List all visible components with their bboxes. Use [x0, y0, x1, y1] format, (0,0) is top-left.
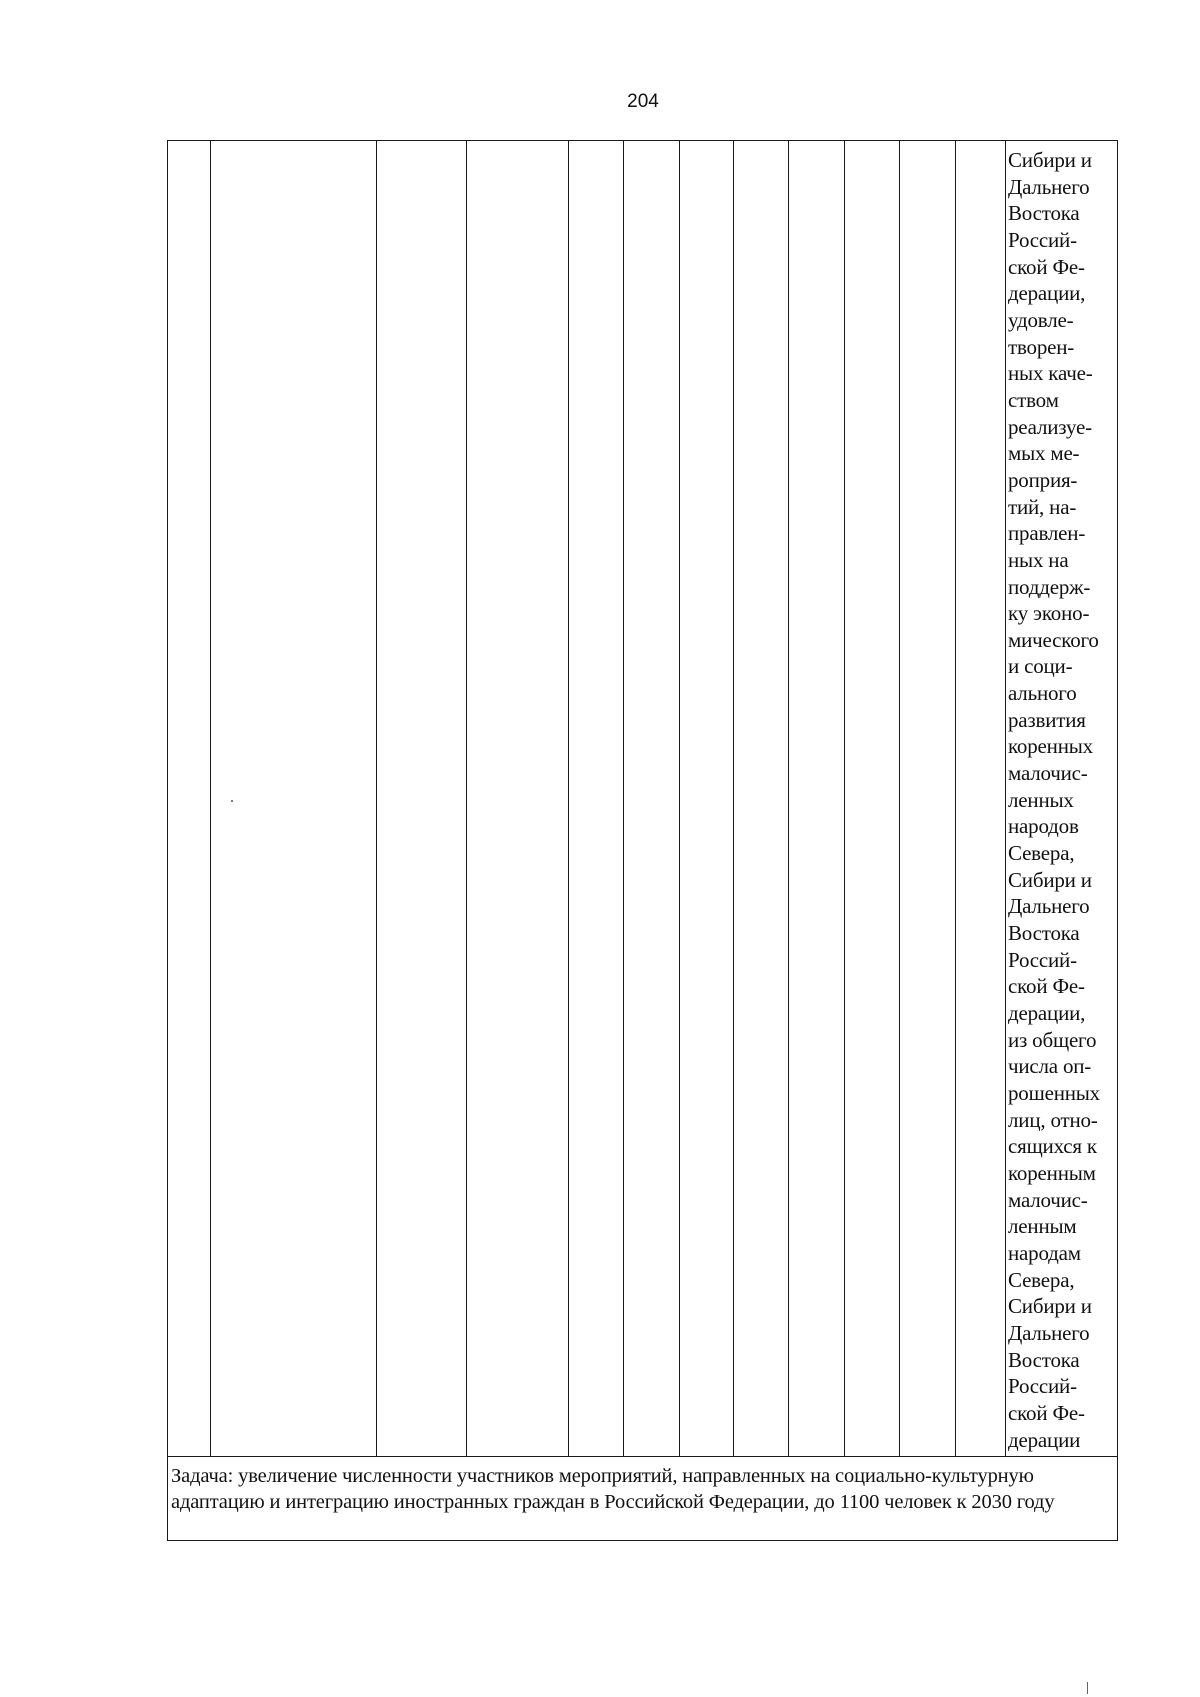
- indicator-name-cell: Сибири и Дальнего Востока Россий- ской Фе- дерации, удовле- творен- ных каче- ством реализуе- мых ме- роприя- тий, на- правлен- ных на поддерж- ку эконо- мического и соци- ального развития коренных малочис- ленных народов Севера, Сибири и Дальнего Востока Россий- ской Фе- дерации, из общего числа оп- рошенных лиц, отно- сящихся к коренным малочис- ленным народам Севера, Сибири и Дальнего Востока Россий- ской Фе- дерации: [1008, 148, 1100, 1452]
- column-divider: [679, 141, 680, 1457]
- indicators-table: [167, 140, 1118, 1541]
- column-divider: [210, 141, 211, 1457]
- page-number: 204: [627, 91, 659, 112]
- column-divider: [844, 141, 845, 1457]
- column-divider: [899, 141, 900, 1457]
- column-divider: [376, 141, 377, 1457]
- column-divider: [733, 141, 734, 1457]
- column-divider: [568, 141, 569, 1457]
- scan-speck: [231, 800, 233, 802]
- column-divider: [466, 141, 467, 1457]
- column-divider: [955, 141, 956, 1457]
- column-divider: [788, 141, 789, 1457]
- scan-edge-mark: [1087, 1682, 1088, 1694]
- column-divider: [623, 141, 624, 1457]
- column-divider: [1005, 141, 1006, 1457]
- row-divider: [168, 1456, 1117, 1457]
- task-row-text: Задача: увеличение численности участников мероприятий, направленных на социально-культурную адаптацию и интеграцию иностранных граждан в Российской Федерации, до 1100 человек к 2030 году: [171, 1465, 1055, 1513]
